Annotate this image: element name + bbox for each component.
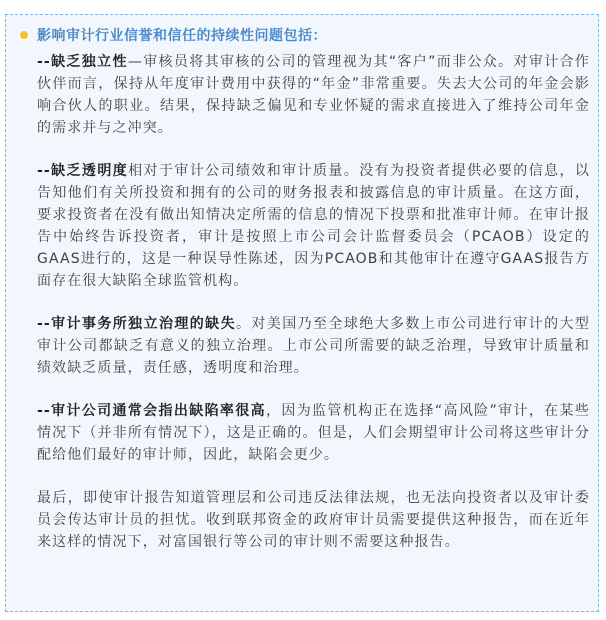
info-card: [5, 14, 599, 612]
card-heading: [20, 25, 327, 45]
paragraph-independence: [37, 51, 590, 139]
paragraph-text: 最后，即使审计报告知道管理层和公司违反法律法规，也无法向投资者以及审计委员会传达审计员的担忧。收到联邦资金的政府审计员需要提供这种报告，而在近年来这样的情况下，对富国银行等公司的审计则不需要这种报告。: [37, 490, 590, 550]
paragraph-transparency: [37, 160, 590, 292]
paragraph-text: 。对美国乃至全球绝大多数上市公司进行审计的大型审计公司都缺乏有意义的独立治理。上市公司所需要的缺乏治理，导致审计质量和绩效缺乏质量，责任感，透明度和治理。: [37, 316, 590, 376]
paragraph-lead: --审计事务所独立治理的缺失: [37, 316, 236, 332]
heading-text: 影响审计行业信誉和信任的持续性问题包括：: [37, 28, 327, 44]
paragraph-lead: --缺乏独立性: [37, 54, 128, 70]
paragraph-deficiency: [37, 400, 590, 466]
paragraph-text: —审核员将其审核的公司的管理视为其“客户”而非公众。对审计合作伙伴而言，保持从年度审计费用中获得的“年金”非常重要。失去大公司的年金会影响合伙人的职业。结果，保持缺乏偏见和专业怀疑的需求直接进入了维持公司年金的需求并与之冲突。: [37, 54, 590, 136]
paragraph-text: ，因为监管机构正在选择“高风险”审计，在某些情况下（并非所有情况下），这是正确的。但是，人们会期望审计公司将这些审计分配给他们最好的审计师，因此，缺陷会更少。: [37, 403, 590, 463]
paragraph-text: 相对于审计公司绩效和审计质量。没有为投资者提供必要的信息，以告知他们有关所投资和拥有的公司的财务报表和披露信息的审计质量。在这方面，要求投资者在没有做出知情决定所需的信息的情况下投票和批准审计师。在审计报告中始终告诉投资者，审计是按照上市公司会计监督委员会（PCAOB）设定的GAAS进行的，这是一种误导性陈述，因为PCAOB和其他审计在遵守GAAS报告方面存在很大缺陷全球监管机构。: [37, 163, 590, 289]
paragraph-conclusion: [37, 487, 590, 553]
paragraph-lead: --缺乏透明度: [37, 163, 129, 179]
card-content: [37, 51, 590, 574]
bullet-dot-icon: [20, 31, 28, 39]
paragraph-lead: --审计公司通常会指出缺陷率很高: [37, 403, 266, 419]
paragraph-governance: [37, 313, 590, 379]
